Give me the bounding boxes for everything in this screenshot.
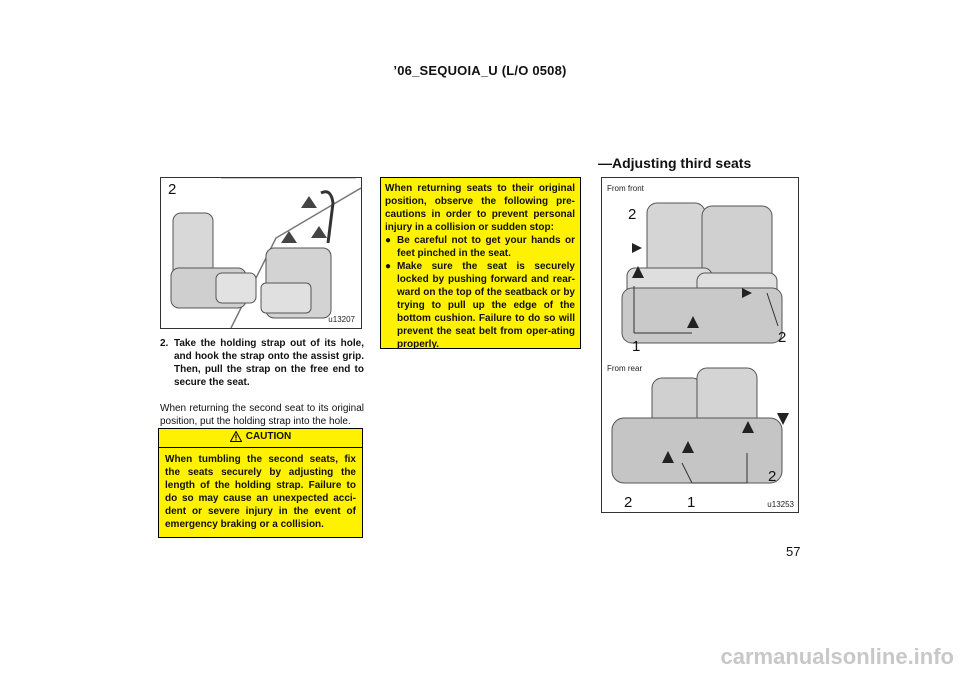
instruction-step xyxy=(160,337,364,389)
third-seat-figure xyxy=(601,177,799,513)
callout-1: 1 xyxy=(687,494,696,511)
notice-bullet xyxy=(385,260,575,351)
figure-callout: 2 xyxy=(168,181,177,198)
notice-bullet-text: Be careful not to get your hands or feet pinched in the seat. xyxy=(397,235,575,259)
figure-code: u13207 xyxy=(328,315,355,324)
document-header: ’06_SEQUOIA_U (L/O 0508) xyxy=(393,63,567,78)
notice-bullet xyxy=(385,234,575,260)
caution-title: CAUTION xyxy=(245,431,292,442)
page-number: 57 xyxy=(786,544,801,559)
return-paragraph: When returning the second seat to its original position, put the holding strap into the hole. xyxy=(160,403,364,427)
second-seat-strap-figure xyxy=(160,177,362,329)
seat-strap-illustration xyxy=(161,178,361,328)
label-from-front: From front xyxy=(607,184,644,193)
notice-box xyxy=(380,177,581,349)
watermark-footer xyxy=(0,644,960,670)
warning-triangle-icon xyxy=(230,431,242,442)
notice-bullet-text: Make sure the seat is securely locked by pushing forward and rear-ward on the top of the seatback or by trying to pull up the edge of the bottom cushion. Failure to do so will prevent the seat belt from oper-ating properly. xyxy=(397,261,575,350)
bullet-icon: ● xyxy=(385,261,392,272)
footer-text: carmanualsonline.info xyxy=(720,644,954,669)
callout-2: 2 xyxy=(768,468,777,485)
section-title: —Adjusting third seats xyxy=(598,155,752,171)
bullet-icon: ● xyxy=(385,235,392,246)
notice-intro: When returning seats to their original position, observe the following pre-cautions in order to prevent personal injury in a collision or sudden stop: xyxy=(385,183,575,233)
caution-box xyxy=(158,428,363,538)
callout-1: 1 xyxy=(632,338,641,355)
caution-text: When tumbling the second seats, fix the seats securely by adjusting the length of the holding strap. Failure to do so may cause an unexpected acci-dent or severe injury in the event of emergency braking or a collision. xyxy=(165,454,356,530)
label-from-rear: From rear xyxy=(607,364,643,373)
callout-2: 2 xyxy=(778,329,787,346)
callout-2: 2 xyxy=(628,206,637,223)
callout-2: 2 xyxy=(624,494,633,511)
step-number: 2. xyxy=(160,338,169,349)
step-text: Take the holding strap out of its hole, and hook the strap onto the assist grip. Then, pull the strap on the free end to secure the seat. xyxy=(174,338,364,388)
figure-code: u13253 xyxy=(767,500,794,509)
